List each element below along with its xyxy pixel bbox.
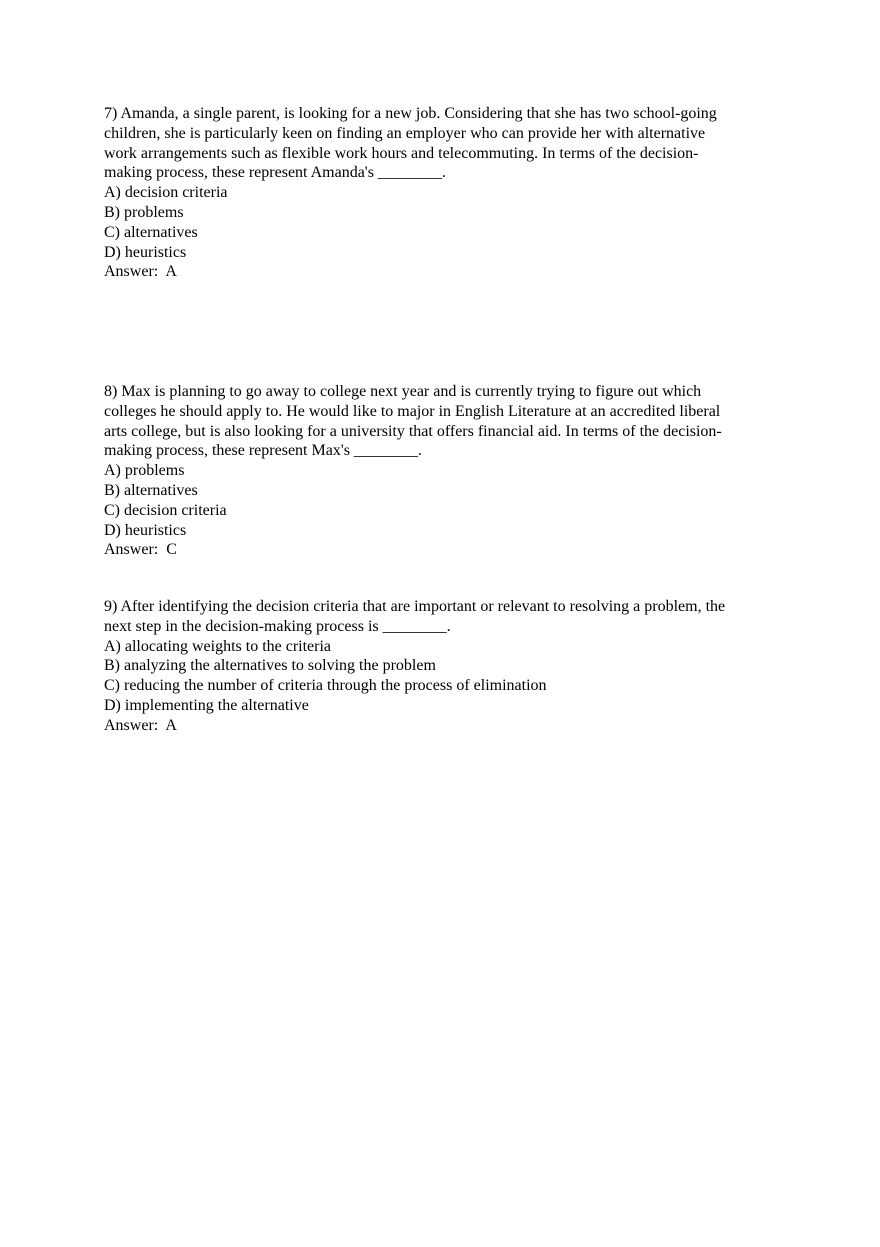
answer-key: Answer: A <box>104 716 177 734</box>
option-a: A) decision criteria <box>104 184 228 202</box>
question-9 <box>104 597 780 736</box>
answer-options <box>104 637 780 716</box>
question-stem: 8) Max is planning to go away to college next year and is currently trying to figure out which colleges he should apply to. He would like to major in English Literature at an accredited liberal arts college, but is also looking for a university that offers financial aid. In terms of the decision- making process, these represent Max's ________. <box>104 383 722 460</box>
question-7 <box>104 104 780 282</box>
question-8 <box>104 382 780 560</box>
option-d: D) heuristics <box>104 243 187 261</box>
option-a: A) problems <box>104 462 185 480</box>
option-d: D) implementing the alternative <box>104 696 309 714</box>
option-c: C) alternatives <box>104 223 198 241</box>
question-stem: 9) After identifying the decision criteria that are important or relevant to resolving a problem, the next step in the decision-making process is ________. <box>104 598 726 635</box>
answer-key: Answer: C <box>104 541 177 559</box>
question-stem: 7) Amanda, a single parent, is looking for a new job. Considering that she has two school-going children, she is particularly keen on finding an employer who can provide her with alternative work arrangements such as flexible work hours and telecommuting. In terms of the decision- making process, these represent Amanda's ________. <box>104 105 717 182</box>
option-a: A) allocating weights to the criteria <box>104 637 332 655</box>
answer-options <box>104 461 780 540</box>
answer-key: Answer: A <box>104 263 177 281</box>
option-c: C) reducing the number of criteria through the process of elimination <box>104 677 547 695</box>
option-d: D) heuristics <box>104 521 187 539</box>
option-b: B) alternatives <box>104 481 198 499</box>
option-b: B) analyzing the alternatives to solving the problem <box>104 657 436 675</box>
option-b: B) problems <box>104 203 184 221</box>
answer-options <box>104 183 780 262</box>
option-c: C) decision criteria <box>104 501 227 519</box>
